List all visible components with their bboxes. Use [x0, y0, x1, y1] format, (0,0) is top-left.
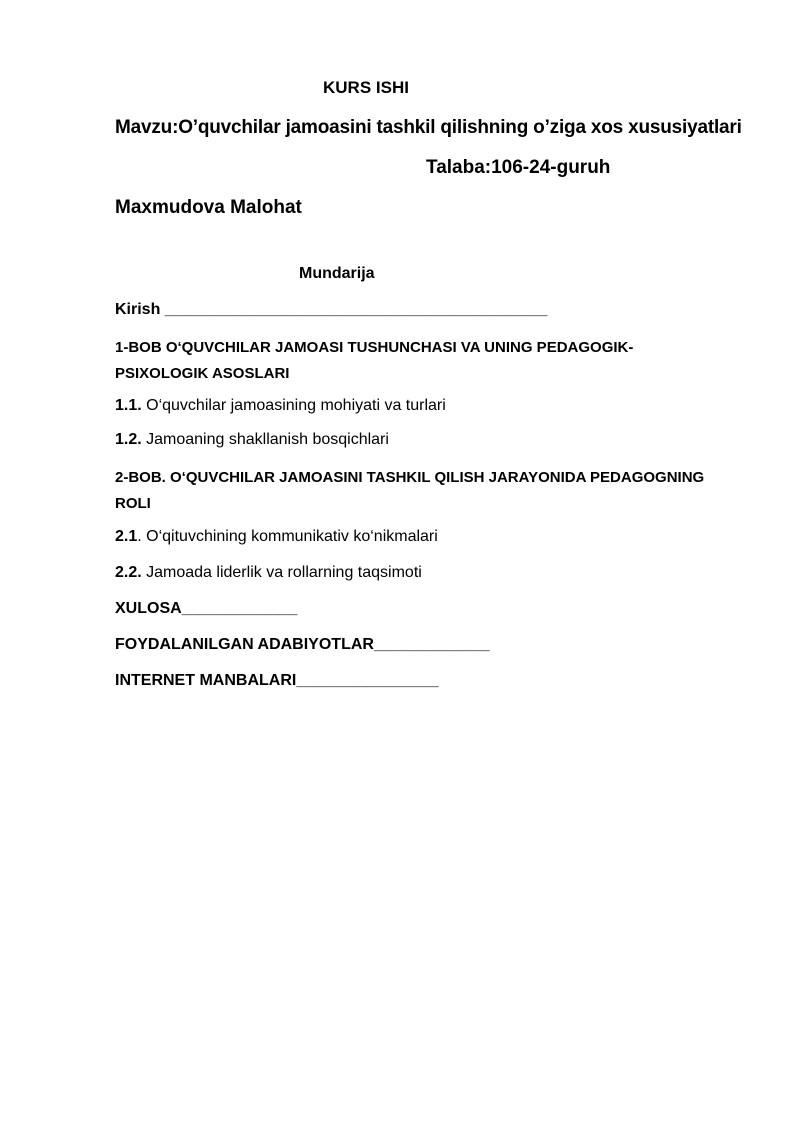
toc-section-1-2-number: 1.2. — [115, 431, 142, 448]
document-topic: Mavzu:O’quvchilar jamoasini tashkil qilishning o’ziga xos xususiyatlari — [115, 117, 742, 138]
toc-chapter-1 — [115, 335, 755, 387]
toc-section-2-2-number: 2.2. — [115, 564, 142, 581]
toc-section-2-1-text: . O‘qituvchining kommunikativ ko‘nikmalari — [137, 528, 438, 545]
toc-heading: Mundarija — [299, 265, 375, 282]
toc-intro: Kirish ___________________________________________ — [115, 301, 548, 318]
toc-chapter-2-line-2: ROLI — [115, 495, 151, 512]
toc-conclusion: XULOSA_____________ — [115, 600, 298, 617]
toc-section-1-2-text: Jamoaning shakllanish bosqichlari — [141, 431, 389, 448]
toc-chapter-2 — [115, 465, 755, 517]
toc-section-1-1-number: 1.1. — [115, 397, 142, 414]
toc-internet-sources: INTERNET MANBALARI________________ — [115, 672, 439, 689]
toc-chapter-1-line-1: 1-BOB O‘QUVCHILAR JAMOASI TUSHUNCHASI VA UNING PEDAGOGIK- — [115, 339, 634, 356]
student-name: Maxmudova Malohat — [115, 197, 302, 218]
toc-section-2-1-number: 2.1 — [115, 528, 138, 545]
toc-section-2-2-text: Jamoada liderlik va rollarning taqsimoti — [141, 564, 422, 581]
student-group: Talaba:106-24-guruh — [426, 157, 611, 178]
toc-section-1-2 — [115, 431, 389, 449]
toc-chapter-1-line-2: PSIXOLOGIK ASOSLARI — [115, 365, 290, 382]
toc-section-2-2 — [115, 564, 422, 582]
document-title: KURS ISHI — [323, 78, 409, 97]
toc-chapter-2-line-1: 2-BOB. O‘QUVCHILAR JAMOASINI TASHKIL QILISH JARAYONIDA PEDAGOGNING — [115, 469, 705, 486]
toc-section-2-1 — [115, 528, 438, 546]
toc-section-1-1 — [115, 397, 446, 415]
toc-section-1-1-text: O‘quvchilar jamoasining mohiyati va turlari — [141, 397, 446, 414]
toc-references: FOYDALANILGAN ADABIYOTLAR_____________ — [115, 636, 490, 653]
